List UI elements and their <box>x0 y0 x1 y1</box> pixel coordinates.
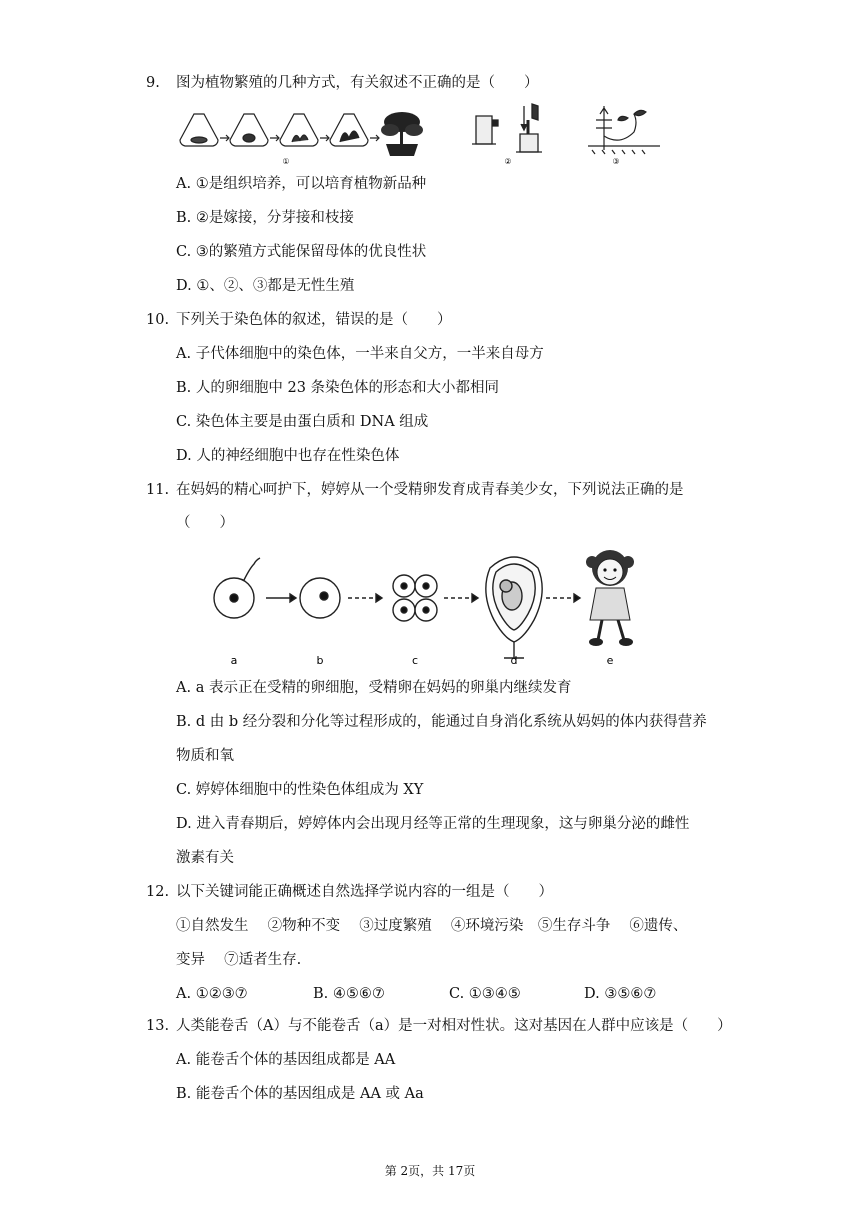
q9-option-c: C. ③的繁殖方式能保留母体的优良性状 <box>176 244 427 260</box>
q11-stem-line1: 在妈妈的精心呵护下，婷婷从一个受精卵发育成青春美少女，下列说法正确的是 <box>176 482 684 498</box>
q13-number: 13. <box>146 1018 170 1034</box>
q9-number: 9. <box>146 75 160 91</box>
q11-label-b: b <box>316 654 324 667</box>
potted-tree <box>381 112 423 156</box>
q13-option-a: A. 能卷舌个体的基因组成都是 AA <box>176 1052 396 1068</box>
q13-option-b: B. 能卷舌个体的基因组成是 AA 或 Aa <box>176 1086 424 1102</box>
q11-option-d-cont: 激素有关 <box>176 850 234 866</box>
q12-option-d: D. ③⑤⑥⑦ <box>584 986 657 1002</box>
q11-option-a: A. a 表示正在受精的卵细胞，受精卵在妈妈的卵巢内继续发育 <box>176 680 572 696</box>
q9-option-a: A. ①是组织培养，可以培育植物新品种 <box>176 176 427 192</box>
layering-illustration <box>588 106 660 154</box>
q12-option-c: C. ①③④⑤ <box>449 986 521 1002</box>
q12-keywords-line2: 变异 ⑦适者生存. <box>176 952 302 968</box>
tissue-culture-flasks <box>180 114 379 146</box>
q12-keywords-line1: ①自然发生 ②物种不变 ③过度繁殖 ④环境污染 ⑤生存斗争 ⑥遗传、 <box>176 918 688 934</box>
fetus-in-uterus-icon <box>486 557 542 658</box>
four-cell-embryo-icon <box>393 575 437 621</box>
q9-figure-label-1: ① <box>282 157 290 166</box>
q9-option-d: D. ①、②、③都是无性生殖 <box>176 278 355 294</box>
q11-stem-line2: （ ） <box>176 515 234 531</box>
grafting-illustration <box>472 104 542 152</box>
q11-option-c: C. 婷婷体细胞中的性染色体组成为 XY <box>176 782 424 798</box>
q11-figure <box>200 540 640 670</box>
q11-label-c: c <box>411 654 419 667</box>
q11-label-d: d <box>510 654 518 667</box>
q11-option-b: B. d 由 b 经分裂和分化等过程形成的，能通过自身消化系统从妈妈的体内获得营养 <box>176 714 707 730</box>
q11-option-d: D. 进入青春期后，婷婷体内会出现月经等正常的生理现象，这与卵巢分泌的雌性 <box>176 816 690 832</box>
q12-option-b: B. ④⑤⑥⑦ <box>313 986 385 1002</box>
girl-icon <box>586 550 634 646</box>
q10-option-b: B. 人的卵细胞中 23 条染色体的形态和大小都相同 <box>176 380 500 396</box>
q9-stem: 图为植物繁殖的几种方式，有关叙述不正确的是（ ） <box>176 75 539 91</box>
q13-stem: 人类能卷舌（A）与不能卷舌（a）是一对相对性状。这对基因在人群中应该是（ ） <box>176 1018 732 1034</box>
q11-label-a: a <box>230 654 238 667</box>
q10-option-a: A. 子代体细胞中的染色体，一半来自父方，一半来自母方 <box>176 346 544 362</box>
q10-option-d: D. 人的神经细胞中也存在性染色体 <box>176 448 400 464</box>
q9-figure-label-2: ② <box>504 157 512 166</box>
page-footer: 第 2页，共 17页 <box>384 1164 476 1178</box>
q12-stem: 以下关键词能正确概述自然选择学说内容的一组是（ ） <box>176 884 553 900</box>
q11-option-b-cont: 物质和氧 <box>176 748 234 764</box>
q9-figure <box>176 100 676 168</box>
q10-stem: 下列关于染色体的叙述，错误的是（ ） <box>176 312 452 328</box>
q9-figure-label-3: ③ <box>612 157 620 166</box>
q12-option-a: A. ①②③⑦ <box>176 986 248 1002</box>
q12-number: 12. <box>146 884 170 900</box>
q10-number: 10. <box>146 312 170 328</box>
q9-option-b: B. ②是嫁接，分芽接和枝接 <box>176 210 354 226</box>
q11-number: 11. <box>146 482 170 498</box>
q10-option-c: C. 染色体主要是由蛋白质和 DNA 组成 <box>176 414 429 430</box>
q11-label-e: e <box>606 654 614 667</box>
